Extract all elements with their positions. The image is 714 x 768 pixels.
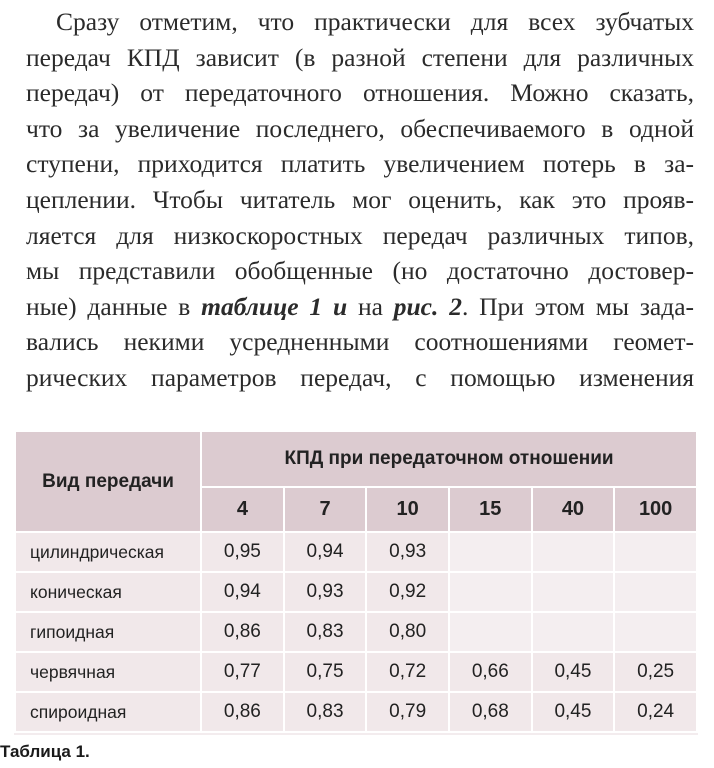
table-cell: 0,86 (201, 612, 284, 652)
table-cell (532, 572, 615, 612)
ratio-header: 7 (284, 487, 367, 532)
table-cell (532, 532, 615, 572)
text-line: передач КПД зависит (в разной степени для различных (26, 42, 694, 72)
table-cell (614, 572, 697, 612)
table-cell: 0,45 (532, 692, 615, 732)
table-row (15, 532, 697, 572)
table-caption: Таблица 1. (0, 742, 90, 761)
table-cell: 0,77 (201, 652, 284, 692)
table-cell: 0,95 (201, 532, 284, 572)
figure-reference: рис. 2 (393, 291, 462, 321)
text-line: мы представили обобщенные (но достаточно достовер- (26, 256, 694, 286)
table-cell: 0,83 (284, 612, 367, 652)
table-cell: 0,80 (366, 612, 449, 652)
text-fragment: на (347, 291, 394, 321)
text-line: ступени, приходится платить увеличением потерь в за- (26, 149, 694, 179)
table-cell: 0,75 (284, 652, 367, 692)
table-row (15, 692, 697, 732)
table-cell: 0,94 (201, 572, 284, 612)
ratio-header: 100 (614, 487, 697, 532)
row-label: цилиндрическая (15, 532, 201, 572)
group-header-efficiency: КПД при передаточном отношении (201, 431, 697, 487)
text-line: ляется для низкоскоростных передач различных типов, (26, 220, 694, 250)
table-cell (449, 572, 532, 612)
column-header-type: Вид передачи (15, 431, 201, 532)
table-row (15, 612, 697, 652)
table-cell: 0,24 (614, 692, 697, 732)
text-line: передач) от передаточного отношения. Можно сказать, (26, 78, 694, 108)
row-label: спироидная (15, 692, 201, 732)
table-row (15, 572, 697, 612)
ratio-header: 10 (366, 487, 449, 532)
table-reference: таблице 1 и (201, 291, 348, 321)
table-cell: 0,68 (449, 692, 532, 732)
row-label: червячная (15, 652, 201, 692)
table-cell: 0,83 (284, 692, 367, 732)
efficiency-table (14, 430, 698, 733)
table-cell: 0,93 (366, 532, 449, 572)
text-line: цеплении. Чтобы читатель мог оценить, как это прояв- (26, 184, 694, 214)
table-cell: 0,66 (449, 652, 532, 692)
table-row (15, 652, 697, 692)
body-paragraph (26, 4, 694, 396)
table-cell (449, 532, 532, 572)
text-line-with-references (26, 289, 694, 325)
table-cell (614, 532, 697, 572)
ratio-header: 15 (449, 487, 532, 532)
table-cell: 0,92 (366, 572, 449, 612)
text-line: рических параметров передач, с помощью изменения (26, 362, 694, 392)
efficiency-table-container (14, 430, 698, 735)
table-cell: 0,25 (614, 652, 697, 692)
text-line: вались некими усредненными соотношениями геомет- (26, 327, 694, 357)
table-cell: 0,93 (284, 572, 367, 612)
row-label: коническая (15, 572, 201, 612)
table-cell: 0,79 (366, 692, 449, 732)
table-cell: 0,94 (284, 532, 367, 572)
table-cell (614, 612, 697, 652)
text-line: что за увеличение последнего, обеспечиваемого в одной (26, 113, 694, 143)
ratio-header: 4 (201, 487, 284, 532)
table-cell (449, 612, 532, 652)
text-line: Сразу отметим, что практически для всех зубчатых (56, 7, 694, 36)
text-fragment: . При этом мы зада- (461, 291, 694, 321)
ratio-header: 40 (532, 487, 615, 532)
table-cell: 0,45 (532, 652, 615, 692)
row-label: гипоидная (15, 612, 201, 652)
table-cell: 0,86 (201, 692, 284, 732)
table-cell: 0,72 (366, 652, 449, 692)
table-cell (532, 612, 615, 652)
text-fragment: ные) данные в (26, 291, 202, 321)
